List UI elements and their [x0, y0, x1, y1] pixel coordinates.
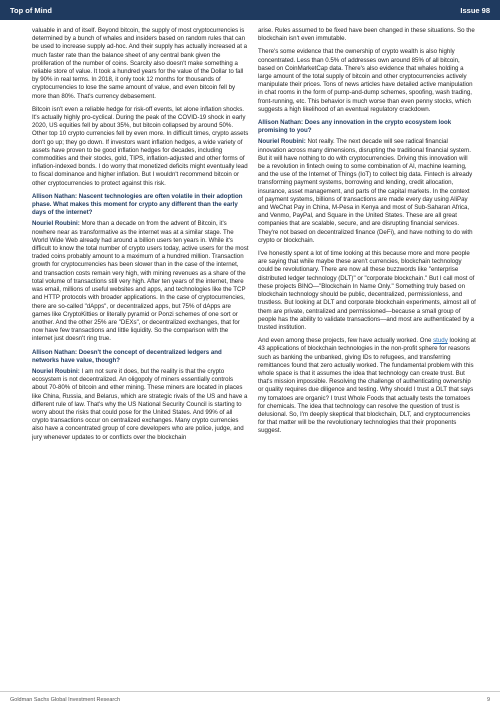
text-fragment: looking at 43 applications of blockchain technologies in the non-profit sphere for reasons such as banking the unbanked, giving IDs to refugees, and transferring remittances found that zero actually worked. The fundamental problem with this whole space is that it assumes the idea that technology can create trust. But that's mission impossible. Resolving the challenge of authenticating ownership or quality requires due diligence and testing. Why should I trust a DLT that says my tomatoes are organic? I trust Whole Foods that actually tests the tomatoes for chemicals. The idea that technology can resolve the question of trust is delusional. So, I'm deeply skeptical that blockchain, DLT, and cryptocurrencies for that matter will be the revolutionary technologies that their proponents suggest.: [258, 337, 476, 435]
interview-answer: [258, 138, 476, 245]
paragraph: Bitcoin isn't even a reliable hedge for risk-off events, let alone inflation shocks. It's actually highly pro-cyclical. During the peak of the COVID-19 shock in early 2020, US equities fell by about 35%, but bitcoin collapsed by around 50%. Other top 10 crypto currencies fell by even more. In difficult times, crypto assets don't go up; they go down. If investors want inflation hedges, a wide variety of assets have proven to be good inflation hedges for decades, including commodities and their stocks, gold, TIPS, inflation-adjusted and other forms of inflation-indexed bonds. I do worry that monetized deficits might eventually lead to fiscal dominance and higher inflation. But I wouldn't recommend bitcoin or other cryptocurrencies to protect against this risk.: [32, 105, 249, 187]
left-column: [32, 27, 250, 679]
interview-question: Allison Nathan: Nascent technologies are often volatile in their adoption phase. What makes this moment for crypto any different than the early days of the internet?: [32, 192, 243, 217]
interview-question: Allison Nathan: Doesn't the concept of decentralized ledgers and networks have value, though?: [32, 348, 222, 364]
paragraph: I've honestly spent a lot of time looking at this because more and more people are saying that while maybe these aren't currencies, blockchain technology could be revolutionary. There are now all these buzzwords like "enterprise distributed ledger technology (DLT)" or "corporate blockchain." But I call most of these projects BINO—"Blockchain In Name Only." Something truly based on blockchain technology should be public, decentralized, permissionless, and trustless. But looking at DLT and corporate blockchain experiments, almost all of them are private, centralized and permissioned—because a small group of people has the ability to validate transactions—and most are authenticated by a trusted institution.: [258, 250, 476, 331]
paragraph: [258, 337, 476, 435]
header-bar: [0, 0, 500, 20]
speaker-name: Nouriel Roubini:: [258, 138, 306, 146]
interview-answer: [32, 368, 250, 442]
text-fragment: And even among these projects, few have actually worked. One: [258, 337, 434, 345]
right-column: [258, 27, 476, 679]
interview-question: Allison Nathan: Does any innovation in the crypto ecosystem look promising to you?: [258, 119, 452, 135]
issue-number: Issue 98: [460, 5, 490, 15]
paragraph: There's some evidence that the ownership of crypto wealth is also highly concentrated. Less than 0.5% of addresses own around 85% of all bitcoin, based on CoinMarketCap data. There's also evidence that whales holding a large amount of the total supply of bitcoin and other cryptocurrencies actively manipulate their prices. Tons of news articles have detailed active manipulation in chat rooms in the form of pump-and-dump schemes, spoofing, wash trading, front-running, etc. This behavior is much worse than even penny stocks, which suggests a high likelihood of an eventual regulatory crackdown.: [258, 48, 473, 113]
speaker-name: Nouriel Roubini:: [32, 220, 80, 228]
page-footer: [0, 691, 500, 707]
footer-source: Goldman Sachs Global Investment Research: [10, 696, 121, 703]
interview-answer: [32, 220, 250, 343]
paragraph: valuable in and of itself. Beyond bitcoin, the supply of most cryptocurrencies is determined by a bunch of whales and insiders based on random rules that can be used to increase supply ad-hoc. And their supply has actually increased at a much faster rate than the balance sheet of any central bank given the proliferation of the number of coins. Scarcity also doesn't make something a reliable store of value. It took a hundred years for the value of the Dollar to fall by 90% in real terms. In 2018, it only took 12 months for thousands of cryptocurrencies to lose the same amount of value, and even bitcoin fell by more than 80%. That's currency debasement.: [32, 27, 248, 100]
study-link[interactable]: study: [433, 337, 448, 345]
page-number: 9: [486, 696, 490, 703]
paragraph: arise. Rules assumed to be fixed have been changed in these situations. So the blockchain isn't even immutable.: [258, 27, 475, 43]
speaker-name: Nouriel Roubini:: [32, 367, 80, 375]
answer-text: Not really. The next decade will see radical financial innovation across many dimensions, disrupting the traditional financial system. But it will have nothing to do with cryptocurrencies. Driving this innovation will be a revolution in fintech owing to some combination of AI, machine learning, and the use of the Internet of Things (IoT) to collect big data. Fintech is already transforming payment systems, borrowing and lending, credit allocation, insurance, asset management, and parts of the capital markets. In the context of payment systems, billions of transactions are made every day using AliPay and WeChat Pay in China, M-Pesa in Kenya and most of Sub-Saharan Africa, and Venmo, PayPal, and Square in the United States. These are all great companies that are scalable, secure, and are disrupting financial services. They're not based on decentralized finance (DeFi), and have nothing to do with crypto or blockchain.: [258, 138, 473, 244]
section-title: Top of Mind: [10, 5, 52, 15]
answer-text: More than a decade on from the advent of Bitcoin, it's nowhere near as transformative as the internet was at a similar stage. The World Wide Web already had around a billion users ten years in. While it's difficult to know the total number of crypto users today, active users for the most traded coins probably amount to a maximum of a hundred million. Transaction growth for cryptocurrencies has been slower than in the case of the internet, and transaction costs remain very high, with mining revenues as a share of the total volume of transactions still very high. After ten years of the internet, there was email, millions of useful websites and apps, and technologies like the TCP and HTTP protocols with broader applications. In the case of cryptocurrencies, there are so-called "dApps", or decentralized apps, but 75% of dApps are games like CryptoKitties or literally pyramid or Ponzi schemes of one sort or another. And the other 25% are "DEXs", or decentralized exchanges, that for now have few transactions and little liquidity. So the comparison with the internet just doesn't ring true.: [32, 220, 249, 343]
answer-text: I am not sure it does, but the reality is that the crypto ecosystem is not decentralized. An oligopoly of miners essentially controls about 70-80% of bitcoin and ether mining. These miners are located in places like China, Russia, and Belarus, which are strategic rivals of the US and have a different rule of law. That's why the US National Security Council is starting to worry about the risks that could pose for the United States. And 99% of all crypto transactions occur on centralized exchanges. Many crypto currencies also have a concentrated group of core developers who are police, judge, and jury whenever updates to or conflicts over the blockchain: [32, 367, 248, 441]
